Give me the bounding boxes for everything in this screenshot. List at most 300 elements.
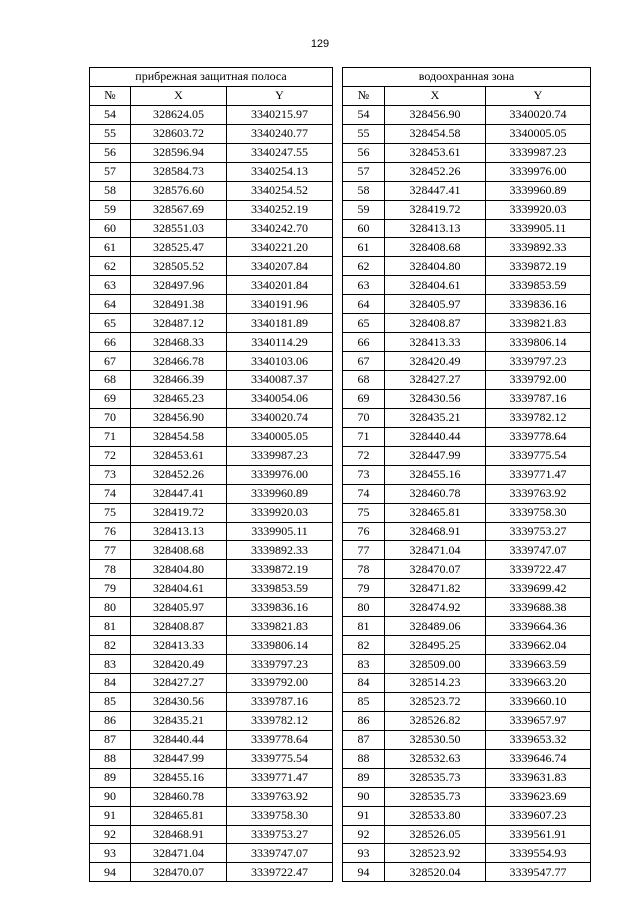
cell-x: 328526.82 bbox=[385, 711, 486, 730]
cell-y: 3339853.59 bbox=[486, 276, 591, 295]
cell-x: 328468.91 bbox=[385, 522, 486, 541]
table-row bbox=[343, 541, 591, 560]
table-row bbox=[90, 124, 333, 143]
cell-y: 3339722.47 bbox=[227, 863, 333, 882]
table-row bbox=[90, 730, 333, 749]
cell-x: 328413.33 bbox=[385, 333, 486, 352]
cell-number: 64 bbox=[343, 295, 385, 314]
cell-x: 328435.21 bbox=[131, 711, 227, 730]
cell-y: 3339806.14 bbox=[486, 333, 591, 352]
cell-x: 328456.90 bbox=[385, 105, 486, 124]
cell-x: 328453.61 bbox=[131, 446, 227, 465]
cell-y: 3339758.30 bbox=[486, 503, 591, 522]
cell-y: 3339792.00 bbox=[486, 371, 591, 390]
cell-number: 60 bbox=[343, 219, 385, 238]
table-row bbox=[90, 787, 333, 806]
cell-x: 328427.27 bbox=[385, 371, 486, 390]
table-row bbox=[343, 484, 591, 503]
table-title: прибрежная защитная полоса bbox=[90, 68, 333, 87]
cell-number: 74 bbox=[90, 484, 131, 503]
cell-number: 77 bbox=[90, 541, 131, 560]
table-row bbox=[90, 825, 333, 844]
cell-y: 3339547.77 bbox=[486, 863, 591, 882]
table-body bbox=[90, 105, 333, 881]
cell-y: 3339782.12 bbox=[227, 711, 333, 730]
cell-y: 3339892.33 bbox=[227, 541, 333, 560]
table-row bbox=[90, 295, 333, 314]
cell-number: 76 bbox=[90, 522, 131, 541]
cell-x: 328404.61 bbox=[385, 276, 486, 295]
table-row bbox=[343, 181, 591, 200]
cell-number: 54 bbox=[90, 105, 131, 124]
cell-number: 75 bbox=[343, 503, 385, 522]
cell-number: 69 bbox=[343, 389, 385, 408]
cell-number: 71 bbox=[90, 427, 131, 446]
cell-number: 83 bbox=[343, 655, 385, 674]
cell-y: 3339747.07 bbox=[486, 541, 591, 560]
cell-number: 83 bbox=[90, 655, 131, 674]
cell-y: 3339782.12 bbox=[486, 408, 591, 427]
cell-y: 3339787.16 bbox=[486, 389, 591, 408]
cell-number: 74 bbox=[343, 484, 385, 503]
table-row bbox=[90, 333, 333, 352]
cell-number: 67 bbox=[343, 352, 385, 371]
cell-x: 328514.23 bbox=[385, 674, 486, 693]
cell-x: 328470.07 bbox=[131, 863, 227, 882]
table-row bbox=[90, 863, 333, 882]
column-header-x: X bbox=[385, 86, 486, 105]
cell-y: 3339771.47 bbox=[486, 465, 591, 484]
cell-number: 86 bbox=[90, 711, 131, 730]
cell-number: 94 bbox=[90, 863, 131, 882]
cell-x: 328465.23 bbox=[131, 389, 227, 408]
cell-x: 328430.56 bbox=[131, 692, 227, 711]
cell-y: 3339821.83 bbox=[227, 617, 333, 636]
table-row bbox=[90, 276, 333, 295]
page-number: 129 bbox=[310, 38, 330, 50]
cell-number: 81 bbox=[343, 617, 385, 636]
cell-number: 63 bbox=[90, 276, 131, 295]
cell-y: 3340215.97 bbox=[227, 105, 333, 124]
table-row bbox=[343, 768, 591, 787]
cell-number: 76 bbox=[343, 522, 385, 541]
table-title-row bbox=[343, 68, 591, 87]
cell-x: 328440.44 bbox=[131, 730, 227, 749]
cell-number: 79 bbox=[90, 579, 131, 598]
table-row bbox=[90, 181, 333, 200]
table-coastal-protective-strip bbox=[89, 67, 333, 882]
cell-y: 3339688.38 bbox=[486, 598, 591, 617]
cell-y: 3340254.52 bbox=[227, 181, 333, 200]
cell-x: 328447.99 bbox=[385, 446, 486, 465]
cell-x: 328460.78 bbox=[385, 484, 486, 503]
cell-number: 80 bbox=[343, 598, 385, 617]
table-row bbox=[343, 408, 591, 427]
cell-x: 328454.58 bbox=[131, 427, 227, 446]
cell-y: 3339792.00 bbox=[227, 674, 333, 693]
table-row bbox=[90, 371, 333, 390]
table-row bbox=[343, 617, 591, 636]
table-row bbox=[343, 276, 591, 295]
table-row bbox=[343, 371, 591, 390]
cell-number: 67 bbox=[90, 352, 131, 371]
table-row bbox=[90, 560, 333, 579]
cell-y: 3339775.54 bbox=[486, 446, 591, 465]
cell-number: 79 bbox=[343, 579, 385, 598]
cell-number: 56 bbox=[90, 143, 131, 162]
cell-x: 328533.80 bbox=[385, 806, 486, 825]
cell-number: 71 bbox=[343, 427, 385, 446]
table-row bbox=[343, 598, 591, 617]
cell-number: 91 bbox=[343, 806, 385, 825]
cell-y: 3340087.37 bbox=[227, 371, 333, 390]
cell-y: 3340221.20 bbox=[227, 238, 333, 257]
cell-number: 91 bbox=[90, 806, 131, 825]
table-row bbox=[90, 352, 333, 371]
table-row bbox=[343, 143, 591, 162]
cell-x: 328551.03 bbox=[131, 219, 227, 238]
cell-number: 75 bbox=[90, 503, 131, 522]
table-row bbox=[90, 579, 333, 598]
table-row bbox=[343, 844, 591, 863]
cell-number: 66 bbox=[90, 333, 131, 352]
cell-y: 3339836.16 bbox=[486, 295, 591, 314]
cell-number: 63 bbox=[343, 276, 385, 295]
cell-number: 62 bbox=[343, 257, 385, 276]
cell-number: 66 bbox=[343, 333, 385, 352]
cell-x: 328471.82 bbox=[385, 579, 486, 598]
cell-y: 3339758.30 bbox=[227, 806, 333, 825]
table-row bbox=[90, 844, 333, 863]
cell-x: 328624.05 bbox=[131, 105, 227, 124]
cell-number: 90 bbox=[90, 787, 131, 806]
cell-number: 64 bbox=[90, 295, 131, 314]
cell-number: 59 bbox=[343, 200, 385, 219]
table-row bbox=[343, 124, 591, 143]
cell-x: 328408.68 bbox=[385, 238, 486, 257]
cell-y: 3339646.74 bbox=[486, 749, 591, 768]
table-row bbox=[90, 806, 333, 825]
table-header-row bbox=[90, 86, 333, 105]
cell-x: 328452.26 bbox=[385, 162, 486, 181]
cell-number: 70 bbox=[90, 408, 131, 427]
cell-number: 61 bbox=[90, 238, 131, 257]
cell-x: 328440.44 bbox=[385, 427, 486, 446]
table-row bbox=[90, 692, 333, 711]
cell-y: 3339836.16 bbox=[227, 598, 333, 617]
cell-number: 89 bbox=[90, 768, 131, 787]
table-row bbox=[343, 105, 591, 124]
table-row bbox=[90, 257, 333, 276]
cell-number: 93 bbox=[90, 844, 131, 863]
cell-x: 328460.78 bbox=[131, 787, 227, 806]
cell-y: 3340020.74 bbox=[486, 105, 591, 124]
cell-y: 3340207.84 bbox=[227, 257, 333, 276]
column-header-y: Y bbox=[486, 86, 591, 105]
cell-number: 65 bbox=[343, 314, 385, 333]
table-row bbox=[343, 560, 591, 579]
column-header-x: X bbox=[131, 86, 227, 105]
cell-number: 80 bbox=[90, 598, 131, 617]
cell-y: 3340020.74 bbox=[227, 408, 333, 427]
cell-x: 328470.07 bbox=[385, 560, 486, 579]
cell-number: 72 bbox=[90, 446, 131, 465]
table-row bbox=[343, 333, 591, 352]
table-row bbox=[343, 200, 591, 219]
cell-number: 61 bbox=[343, 238, 385, 257]
cell-y: 3340181.89 bbox=[227, 314, 333, 333]
table-row bbox=[90, 200, 333, 219]
cell-y: 3339623.69 bbox=[486, 787, 591, 806]
cell-number: 57 bbox=[90, 162, 131, 181]
cell-x: 328420.49 bbox=[385, 352, 486, 371]
cell-y: 3339607.23 bbox=[486, 806, 591, 825]
cell-number: 72 bbox=[343, 446, 385, 465]
cell-y: 3340005.05 bbox=[227, 427, 333, 446]
cell-number: 69 bbox=[90, 389, 131, 408]
table-row bbox=[90, 541, 333, 560]
cell-number: 81 bbox=[90, 617, 131, 636]
cell-x: 328530.50 bbox=[385, 730, 486, 749]
table-row bbox=[343, 579, 591, 598]
cell-y: 3340201.84 bbox=[227, 276, 333, 295]
cell-x: 328405.97 bbox=[131, 598, 227, 617]
table-title-row bbox=[90, 68, 333, 87]
cell-y: 3339778.64 bbox=[227, 730, 333, 749]
cell-number: 70 bbox=[343, 408, 385, 427]
table-row bbox=[90, 314, 333, 333]
cell-number: 57 bbox=[343, 162, 385, 181]
table-row bbox=[90, 674, 333, 693]
cell-x: 328466.39 bbox=[131, 371, 227, 390]
cell-y: 3339753.27 bbox=[486, 522, 591, 541]
cell-y: 3340103.06 bbox=[227, 352, 333, 371]
cell-number: 86 bbox=[343, 711, 385, 730]
cell-y: 3339960.89 bbox=[227, 484, 333, 503]
cell-number: 93 bbox=[343, 844, 385, 863]
cell-x: 328509.00 bbox=[385, 655, 486, 674]
cell-y: 3339905.11 bbox=[227, 522, 333, 541]
table-row bbox=[90, 711, 333, 730]
cell-x: 328430.56 bbox=[385, 389, 486, 408]
cell-x: 328505.52 bbox=[131, 257, 227, 276]
column-header-number: № bbox=[343, 86, 385, 105]
cell-y: 3339976.00 bbox=[486, 162, 591, 181]
cell-x: 328468.33 bbox=[131, 333, 227, 352]
table-row bbox=[90, 219, 333, 238]
cell-x: 328466.78 bbox=[131, 352, 227, 371]
cell-y: 3340114.29 bbox=[227, 333, 333, 352]
cell-number: 88 bbox=[343, 749, 385, 768]
cell-number: 77 bbox=[343, 541, 385, 560]
cell-y: 3339722.47 bbox=[486, 560, 591, 579]
cell-x: 328535.73 bbox=[385, 787, 486, 806]
cell-x: 328487.12 bbox=[131, 314, 227, 333]
cell-y: 3339747.07 bbox=[227, 844, 333, 863]
cell-x: 328408.87 bbox=[131, 617, 227, 636]
cell-y: 3340242.70 bbox=[227, 219, 333, 238]
cell-y: 3339663.59 bbox=[486, 655, 591, 674]
cell-number: 62 bbox=[90, 257, 131, 276]
table-row bbox=[90, 446, 333, 465]
cell-y: 3339631.83 bbox=[486, 768, 591, 787]
cell-y: 3339797.23 bbox=[227, 655, 333, 674]
table-row bbox=[343, 522, 591, 541]
cell-y: 3339653.32 bbox=[486, 730, 591, 749]
table-row bbox=[343, 162, 591, 181]
cell-number: 55 bbox=[343, 124, 385, 143]
cell-x: 328427.27 bbox=[131, 674, 227, 693]
cell-y: 3340054.06 bbox=[227, 389, 333, 408]
cell-number: 73 bbox=[343, 465, 385, 484]
table-row bbox=[343, 825, 591, 844]
cell-number: 92 bbox=[90, 825, 131, 844]
cell-x: 328419.72 bbox=[131, 503, 227, 522]
cell-y: 3339775.54 bbox=[227, 749, 333, 768]
cell-x: 328584.73 bbox=[131, 162, 227, 181]
cell-x: 328471.04 bbox=[385, 541, 486, 560]
cell-number: 82 bbox=[343, 636, 385, 655]
cell-y: 3339657.97 bbox=[486, 711, 591, 730]
table-row bbox=[343, 730, 591, 749]
table-body bbox=[343, 105, 591, 881]
cell-y: 3339763.92 bbox=[227, 787, 333, 806]
cell-x: 328447.41 bbox=[131, 484, 227, 503]
cell-y: 3339662.04 bbox=[486, 636, 591, 655]
cell-x: 328413.13 bbox=[385, 219, 486, 238]
column-header-number: № bbox=[90, 86, 131, 105]
cell-x: 328576.60 bbox=[131, 181, 227, 200]
cell-y: 3340247.55 bbox=[227, 143, 333, 162]
cell-x: 328447.41 bbox=[385, 181, 486, 200]
cell-y: 3339797.23 bbox=[486, 352, 591, 371]
cell-x: 328525.47 bbox=[131, 238, 227, 257]
cell-x: 328567.69 bbox=[131, 200, 227, 219]
cell-y: 3339920.03 bbox=[227, 503, 333, 522]
cell-y: 3339853.59 bbox=[227, 579, 333, 598]
cell-number: 60 bbox=[90, 219, 131, 238]
cell-x: 328520.04 bbox=[385, 863, 486, 882]
table-row bbox=[343, 863, 591, 882]
cell-number: 87 bbox=[90, 730, 131, 749]
cell-x: 328408.68 bbox=[131, 541, 227, 560]
cell-number: 54 bbox=[343, 105, 385, 124]
cell-y: 3339561.91 bbox=[486, 825, 591, 844]
table-header-row bbox=[343, 86, 591, 105]
cell-number: 65 bbox=[90, 314, 131, 333]
cell-y: 3339787.16 bbox=[227, 692, 333, 711]
coordinate-tables bbox=[89, 67, 590, 879]
cell-number: 55 bbox=[90, 124, 131, 143]
cell-y: 3340005.05 bbox=[486, 124, 591, 143]
cell-number: 85 bbox=[90, 692, 131, 711]
cell-x: 328526.05 bbox=[385, 825, 486, 844]
cell-x: 328471.04 bbox=[131, 844, 227, 863]
cell-x: 328404.61 bbox=[131, 579, 227, 598]
cell-number: 84 bbox=[90, 674, 131, 693]
table-row bbox=[343, 465, 591, 484]
table-row bbox=[90, 465, 333, 484]
table-row bbox=[343, 352, 591, 371]
table-row bbox=[90, 598, 333, 617]
cell-x: 328452.26 bbox=[131, 465, 227, 484]
cell-number: 68 bbox=[343, 371, 385, 390]
table-row bbox=[90, 143, 333, 162]
cell-x: 328420.49 bbox=[131, 655, 227, 674]
table-row bbox=[343, 427, 591, 446]
cell-x: 328497.96 bbox=[131, 276, 227, 295]
table-row bbox=[343, 674, 591, 693]
cell-x: 328413.13 bbox=[131, 522, 227, 541]
cell-number: 58 bbox=[343, 181, 385, 200]
table-row bbox=[343, 389, 591, 408]
cell-y: 3339663.20 bbox=[486, 674, 591, 693]
cell-y: 3339920.03 bbox=[486, 200, 591, 219]
cell-y: 3340240.77 bbox=[227, 124, 333, 143]
cell-y: 3339753.27 bbox=[227, 825, 333, 844]
cell-x: 328535.73 bbox=[385, 768, 486, 787]
cell-number: 78 bbox=[343, 560, 385, 579]
table-row bbox=[343, 636, 591, 655]
cell-x: 328435.21 bbox=[385, 408, 486, 427]
cell-number: 78 bbox=[90, 560, 131, 579]
cell-x: 328404.80 bbox=[385, 257, 486, 276]
cell-number: 84 bbox=[343, 674, 385, 693]
table-title: водоохранная зона bbox=[343, 68, 591, 87]
cell-y: 3340254.13 bbox=[227, 162, 333, 181]
table-row bbox=[343, 314, 591, 333]
cell-y: 3339976.00 bbox=[227, 465, 333, 484]
cell-number: 88 bbox=[90, 749, 131, 768]
cell-number: 92 bbox=[343, 825, 385, 844]
table-row bbox=[343, 295, 591, 314]
table-row bbox=[90, 503, 333, 522]
cell-x: 328491.38 bbox=[131, 295, 227, 314]
table-row bbox=[343, 806, 591, 825]
table-row bbox=[343, 257, 591, 276]
cell-x: 328465.81 bbox=[385, 503, 486, 522]
column-header-y: Y bbox=[227, 86, 333, 105]
cell-y: 3339699.42 bbox=[486, 579, 591, 598]
cell-x: 328454.58 bbox=[385, 124, 486, 143]
table-row bbox=[90, 162, 333, 181]
cell-y: 3339664.36 bbox=[486, 617, 591, 636]
table-row bbox=[343, 655, 591, 674]
table-row bbox=[90, 636, 333, 655]
cell-number: 89 bbox=[343, 768, 385, 787]
cell-y: 3339821.83 bbox=[486, 314, 591, 333]
cell-y: 3339872.19 bbox=[486, 257, 591, 276]
cell-x: 328523.92 bbox=[385, 844, 486, 863]
table-row bbox=[90, 408, 333, 427]
cell-x: 328523.72 bbox=[385, 692, 486, 711]
cell-y: 3339554.93 bbox=[486, 844, 591, 863]
cell-x: 328465.81 bbox=[131, 806, 227, 825]
cell-y: 3339660.10 bbox=[486, 692, 591, 711]
cell-number: 94 bbox=[343, 863, 385, 882]
table-row bbox=[90, 522, 333, 541]
cell-number: 68 bbox=[90, 371, 131, 390]
table-row bbox=[90, 768, 333, 787]
cell-y: 3339987.23 bbox=[486, 143, 591, 162]
cell-x: 328413.33 bbox=[131, 636, 227, 655]
table-row bbox=[90, 749, 333, 768]
cell-y: 3340252.19 bbox=[227, 200, 333, 219]
table-row bbox=[90, 427, 333, 446]
table-row bbox=[90, 238, 333, 257]
cell-x: 328447.99 bbox=[131, 749, 227, 768]
cell-x: 328455.16 bbox=[385, 465, 486, 484]
